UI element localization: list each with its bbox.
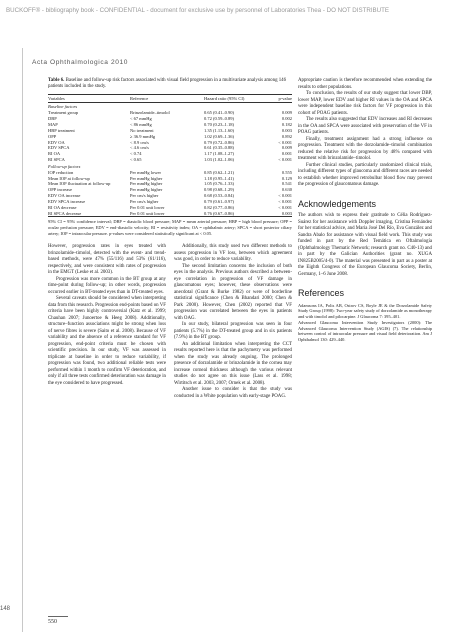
table-row — [48, 211, 292, 217]
table-cell: EDV SPCA increase — [48, 198, 86, 204]
table-cell: RI OA decrease — [48, 204, 77, 210]
table-cell: Brinzolamide–timolol — [130, 110, 170, 116]
table-section-title — [48, 103, 292, 110]
paragraph: Finally, treatment assignment had a strong influence on progression. Treatment with the dorzolamide–timolol combination reduced the relative risk for progression by 48% compared with treatment with brinzolamide–timolol. — [298, 136, 432, 161]
table-cell: 0.65 (0.41–0.90) — [204, 110, 234, 116]
acknowledgements-heading: Acknowledgements — [298, 198, 377, 209]
table-cell: DBP — [48, 116, 57, 122]
table-cell: < 8.9 cm/s — [130, 139, 149, 145]
paragraph: Another issue to consider is that the study was conducted in a White population with early-stage POAG. — [174, 387, 292, 399]
table-cell: IOP reduction — [48, 169, 74, 175]
paragraph: Appropriate caution is therefore recommended when extending the results to other populations. — [298, 78, 432, 90]
reference-list — [298, 303, 432, 343]
table-cell: 0.98 (0.68–1.29) — [204, 187, 234, 193]
table-cell: 0.630 — [281, 187, 292, 193]
body-text-col-a — [48, 244, 166, 400]
table-cell: 0.79 (0.72–0.86) — [204, 139, 234, 145]
table-cell: 0.009 — [281, 110, 292, 116]
page-left-rule — [22, 48, 23, 632]
table-footnote: 95% CI = 95% confidence interval; DBP = diastolic blood pressure; MAP = mean arterial pressure; HBP = high blood pressure; OPP = ocular perfusion pressure; EDV = end-diastolic velocity; RI = resistivity index; OA = ophthalmic artery; SPCA = short posterior ciliary artery; IOP = intraocular pressure. p-values were considered statistically significant at < 0.05. — [48, 219, 292, 236]
reference-item: Adamsons IA, Polis AB, Ostrov CS, Boyle JE & the Dorzolamide Safety Study Group (1998): Two-year safety study of dorzolamide as monotherapy and with timolol and pilocarpine. J Glaucoma 7: 395–401. — [298, 302, 432, 319]
section-title-cell: Baseline factors — [48, 104, 78, 110]
table-cell: EDV OA increase — [48, 193, 81, 199]
table-label: Table 6. — [48, 78, 65, 83]
table-cell: < 0.74 — [130, 151, 142, 157]
left-column — [48, 78, 292, 400]
table-cell: 1.18 (0.95–1.41) — [204, 175, 234, 181]
table-cell: 0.892 — [281, 133, 292, 139]
table-cell: EDV SPCA — [48, 145, 70, 151]
table-cell: 0.61 (0.35–0.88) — [204, 145, 234, 151]
table-cell: RI OA — [48, 151, 61, 157]
table-cell: < 0.001 — [278, 198, 292, 204]
table-cell: 0.68 (0.53–0.84) — [204, 193, 234, 199]
table-cell: 0.003 — [281, 127, 292, 133]
body-text-columns — [48, 244, 292, 400]
table-cell: < 0.001 — [278, 204, 292, 210]
paragraph: However, progression rates in eyes treated with brinzolamide–timolol, detected with the event- and trend-based methods, were 47% (55/116) and 53% (61/116), respectively, and were consistent with rates of progression in the EMGT (Leske et al. 2003). — [48, 244, 166, 276]
journal-name: Acta Ophthalmologica 2010 — [32, 59, 129, 66]
table-cell: 0.182 — [281, 121, 292, 127]
table-cell: OPP — [48, 133, 57, 139]
col-header-reference: Reference — [130, 94, 204, 103]
paragraph: To conclusion, the results of our study suggest that lower DBP, lower MAP, lower EDV and higher RI values in the OA and SPCA were independent baseline risk factors for VF progression in this cohort of POAG patients. — [298, 91, 432, 116]
table-cell: Per 0.01 unit lower — [130, 204, 165, 210]
right-column — [298, 78, 432, 344]
table-cell: 1.17 (1.08–1.27) — [204, 151, 234, 157]
table-body — [48, 103, 292, 217]
table-cell: 0.129 — [281, 175, 292, 181]
table-cell: Per mmHg higher — [130, 181, 163, 187]
table-cell: 0.72 (0.59–0.89) — [204, 116, 234, 122]
table-cell: 0.79 (0.61–0.97) — [204, 198, 234, 204]
table-cell: 0.003 — [268, 211, 292, 217]
table-cell: < 4.6 cm/s — [130, 145, 149, 151]
table-cell: 0.82 (0.77–0.86) — [204, 204, 234, 210]
table-cell: Per mmHg higher — [130, 187, 163, 193]
table-cell: 0.009 — [281, 145, 292, 151]
table-caption — [48, 78, 292, 91]
paragraph: Several caveats should be considered when interpreting data from this research. Progression end-points based on VF criteria have been highly controversial (Katz et al. 1999; Chauhan 2007; Junoertoe & Heeg 2008). Additionally, structure–function associations might be strong when loss of nerve fibres is severe (Saito et al. 2008). Because of VF variability and the absence of a reference standard for VF progression, end-point criteria must be chosen with scientific precision. In our study, VF was assessed in triplicate at baseline in order to reduce variability, if progression was found, two additional reliable tests were performed within 1 month to confirm VF deterioration, and only if all three tests confirmed deterioration was damage in the eye considered to have progressed. — [48, 296, 166, 386]
paragraph: The results also suggested that EDV increases and RI decreases in the OA and SPCA were associated with preservation of the VF in POAG patients. — [298, 117, 432, 135]
table-cell: < 67 mmHg — [130, 116, 152, 122]
col-header-variables: Variables — [48, 94, 130, 103]
table-cell: < 0.001 — [278, 139, 292, 145]
table-cell: Per cm/s higher — [130, 198, 159, 204]
table-caption-text: Baseline and follow-up risk factors associated with visual field progression in a multivariate analysis among 146 patients included in the study. — [48, 78, 287, 90]
table-cell: RI SPCA decrease — [48, 211, 130, 217]
col-header-p-value: p-value — [268, 94, 292, 103]
paragraph: An additional limitation when interpreting the CCT results reported here is that the pachymetry was performed when the study was already ongoing. The prolonged presence of dorzolamide or brinzolamide in the cornea may increase corneal thickness although the various relevant studies do not agree on this issue (Lass et al. 1998; Wirtitsch et al. 2003, 2007; Ornek et al. 2008). — [174, 341, 292, 386]
paragraph: Progression was more common in the BT group at any time-point during follow-up; in other words, progression occurred earlier in BT-treated eyes than in DT-treated eyes. — [48, 276, 166, 295]
table-cell: 0.001 — [281, 151, 292, 157]
table-cell: RI SPCA — [48, 157, 65, 163]
table-cell: Per mmHg lower — [130, 169, 161, 175]
table-cell: MAP — [48, 121, 58, 127]
col-header-hazard-ratio: Hazard ratio (95% CI) — [204, 94, 268, 103]
table-cell: < 0.001 — [278, 157, 292, 163]
page-number-rule — [48, 616, 68, 617]
table-cell: Per cm/s higher — [130, 193, 159, 199]
table-cell: 1.03 (1.02–1.06) — [204, 157, 234, 163]
table-cell: 1.35 (1.13–1.60) — [204, 127, 234, 133]
table-cell: Mean IOP fluctuation at follow-up — [48, 181, 111, 187]
table-cell: 0.555 — [281, 169, 292, 175]
table-cell: HBP treatment — [48, 127, 75, 133]
table-cell: ≥ 36.9 mmHg — [130, 133, 156, 139]
table-cell: EDV OA — [48, 139, 65, 145]
table-cell: 1.02 (0.69–1.36) — [204, 133, 234, 139]
reference-item: Advanced Glaucoma Intervention Study Investigators (2000): The Advanced Glaucoma Intervention Study (AGIS) (7). The relationship between control of intraocular pressure and visual field deterioration. Am J Ophthalmol 130: 429–440. — [298, 320, 432, 343]
table-cell: < 0.65 — [130, 157, 142, 163]
table-cell: Mean IOP at follow-up — [48, 175, 90, 181]
references-heading: References — [298, 288, 345, 298]
table-cell: 1.05 (0.76–1.33) — [204, 181, 234, 187]
table-cell: 0.85 (0.62–1.21) — [204, 169, 234, 175]
table-cell: < 86 mmHg — [130, 121, 152, 127]
page-number: 550 — [48, 619, 57, 625]
confidential-banner: BUCKOFF® - bibliography book - CONFIDENTIAL - document for exclusive use by personnel of Laboratories Thea - DO NOT DISTRIBUTE — [6, 7, 390, 14]
table-cell: Per mmHg higher — [130, 175, 163, 181]
paragraph: Further clinical studies, particularly randomized clinical trials, including different types of glaucoma and different races are needed to establish whether improved retrobulbar blood flow may prevent the progression of glaucomatous damage. — [298, 162, 432, 187]
paragraph: In our study, bilateral progression was seen in four patients (5.7%) in the DT-treated group and in six patients (7.9%) in the BT group. — [174, 322, 292, 341]
paragraph: The second limitation concerns the inclusion of both eyes in the analysis. Previous authors described a between-eye correlation in progression of VF damage in glaucomatous eyes; however, these observations were anecdotal (Grant & Burke 1982) or were of borderline statistical significance (Chen & Bhandari 2000; Chen & Park 2000). However, Chen (2002) reported that VF progression was correlated between the eyes in patients with OAG. — [174, 263, 292, 321]
body-text-col-b — [174, 244, 292, 400]
table-cell: Per 0.01 unit lower — [130, 211, 204, 217]
risk-factor-table — [48, 94, 292, 218]
paragraph: Additionally, this study used two different methods to assess progression in VF loss, between which agreement was good, in order to reduce variability. — [174, 244, 292, 263]
table-cell: 0.002 — [281, 116, 292, 122]
acknowledgements-text: The authors wish to express their gratitude to Célia Rodríguez-Suárez for her assistance with Doppler imaging, Cristina Fernández for her statistical advice, and Maria José Del Río, Eva González and Sandra Abalo for assistance with visual field work. This study was funded in part by the Red Temática en Oftalmología (Ophthalmology Thematic Network; research grant no. C40-13) and in part by the Galician Authorities (grant no. XUGA IN825B2005/4-0). The material was presented in part as a poster at the Eighth Congress of the European Glaucoma Society, Berlin, Germany, 1–6 June 2008. — [298, 213, 432, 277]
table-cell: < 0.001 — [278, 193, 292, 199]
table-cell: OPP increase — [48, 187, 72, 193]
table-cell: 0.541 — [281, 181, 292, 187]
table-cell: 0.76 (0.67–0.86) — [204, 211, 268, 217]
table-cell: Treatment group — [48, 110, 78, 116]
journal-page — [22, 48, 437, 632]
table-cell: 0.70 (0.23–1.18) — [204, 121, 234, 127]
book-page-number: 148 — [0, 606, 11, 612]
table-cell: No treatment — [130, 127, 154, 133]
table-section-title — [48, 163, 292, 170]
section-title-cell: Follow-up factors — [48, 163, 81, 169]
